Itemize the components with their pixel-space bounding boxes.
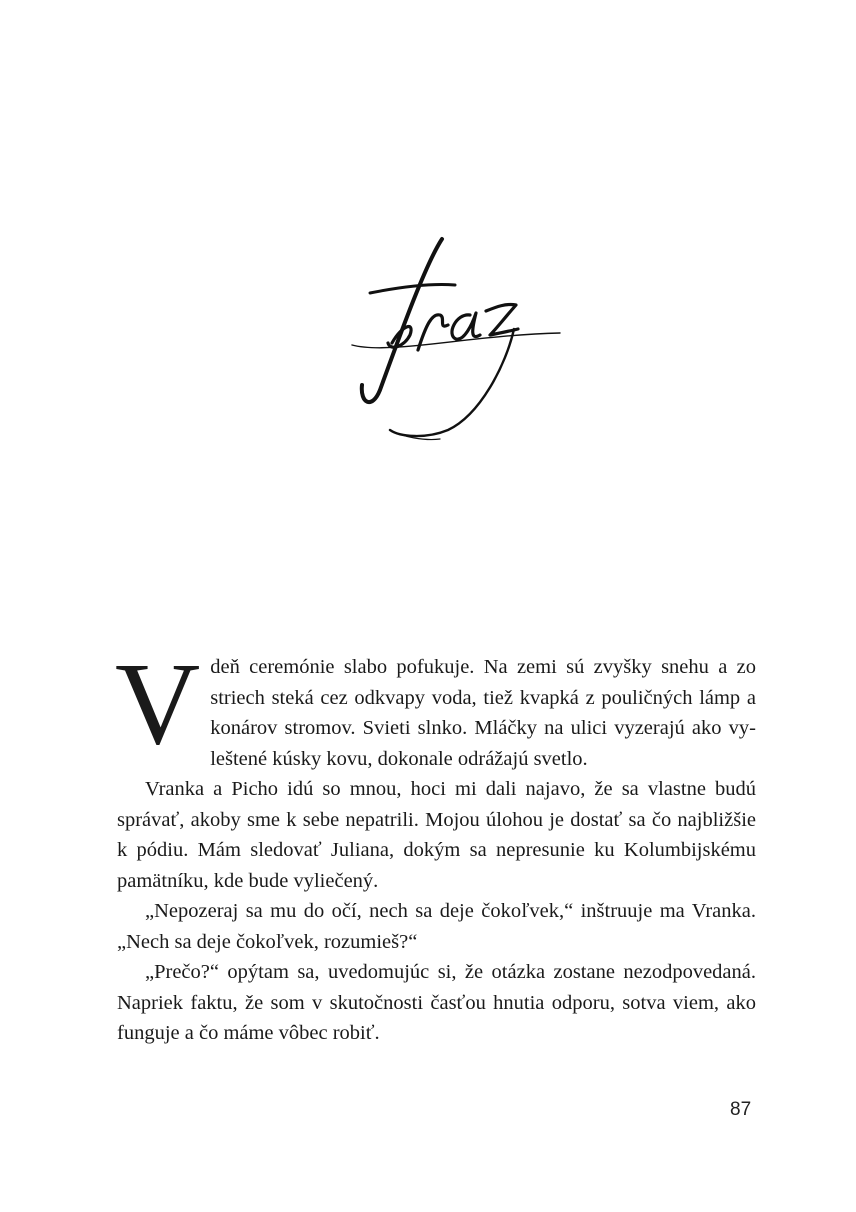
chapter-title-calligraphy bbox=[330, 225, 570, 455]
paragraph-1-text: deň ceremónie slabo pofukuje. Na zemi sú zvyšky snehu a zo striech steká cez odkvapy voda, tiež kvapká z pouličných lámp a konárov stromov. Svieti slnko. Mláčky na ulici vyzerajú ako vyleštené kúsky kovu, dokonale odrážajú svetlo. bbox=[210, 656, 756, 770]
paragraph-4: „Prečo?“ opýtam sa, uvedomujúc si, že otázka zostane nezodpovedaná. Napriek faktu, že som v skutočnosti časťou hnutia odporu, sotva viem, ako funguje a čo máme vôbec robiť. bbox=[117, 961, 756, 1044]
paragraph-2: Vranka a Picho idú so mnou, hoci mi dali najavo, že sa vlastne budú správať, akoby sme k sebe nepatrili. Mojou úlohou je dostať sa čo najbližšie k pódiu. Mám sledovať Juliana, dokým sa nepresunie ku Kolumbijskému pamätníku, kde bude vyliečený. bbox=[117, 778, 756, 892]
body-text bbox=[115, 638, 756, 1049]
paragraph-3: „Nepozeraj sa mu do očí, nech sa deje čokoľvek,“ inštruuje ma Vranka. „Nech sa deje čokoľvek, rozumieš?“ bbox=[117, 900, 756, 953]
page-number: 87 bbox=[730, 1099, 752, 1120]
drop-cap: V bbox=[115, 638, 201, 769]
chapter-title bbox=[330, 225, 570, 455]
paragraph-1 bbox=[115, 638, 756, 774]
